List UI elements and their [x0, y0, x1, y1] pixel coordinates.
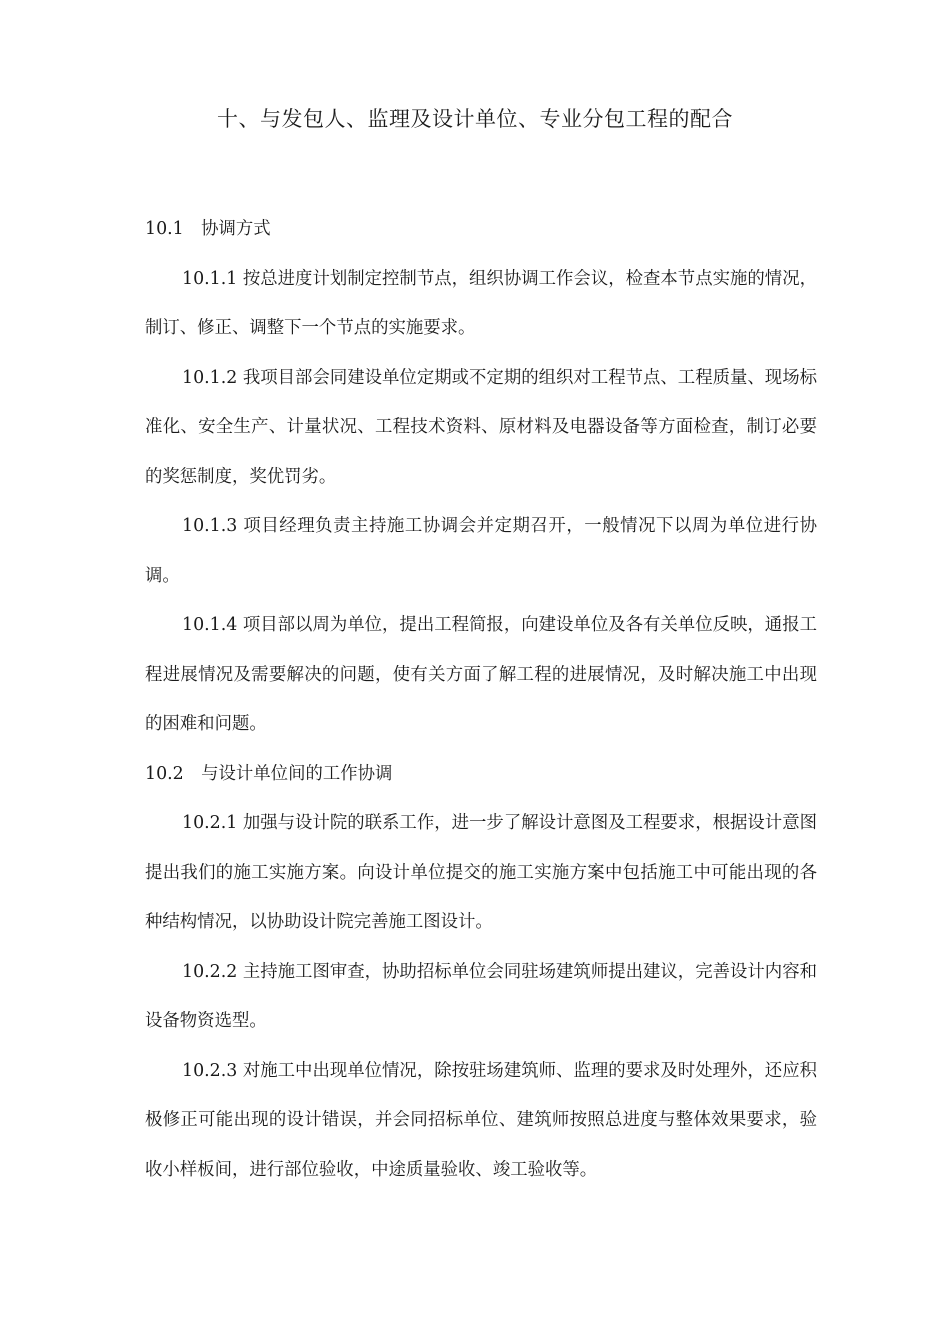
section-heading: 10.2 与设计单位间的工作协调 — [145, 763, 393, 784]
paragraph: 10.1.4 项目部以周为单位，提出工程简报，向建设单位及各有关单位反映，通报工程进展情况及需要解决的问题，使有关方面了解工程的进展情况，及时解决施工中出现的困难和问题。 — [145, 615, 817, 734]
paragraph: 10.1.1 按总进度计划制定控制节点，组织协调工作会议，检查本节点实施的情况，制订、修正、调整下一个节点的实施要求。 — [145, 268, 817, 338]
paragraph: 10.2.3 对施工中出现单位情况，除按驻场建筑师、监理的要求及时处理外，还应积极修正可能出现的设计错误，并会同招标单位、建筑师按照总进度与整体效果要求，验收小样板间，进行部位验收，中途质量验收、竣工验收等。 — [145, 1060, 817, 1180]
section-heading: 10.1 协调方式 — [145, 219, 271, 239]
paragraph: 10.1.2 我项目部会同建设单位定期或不定期的组织对工程节点、工程质量、现场标准化、安全生产、计量状况、工程技术资料、原材料及电器设备等方面检查，制订必要的奖惩制度，奖优罚劣。 — [145, 367, 817, 487]
paragraph: 10.1.3 项目经理负责主持施工协调会并定期召开，一般情况下以周为单位进行协调。 — [145, 516, 817, 586]
paragraph: 10.2.2 主持施工图审查，协助招标单位会同驻场建筑师提出建议，完善设计内容和设备物资选型。 — [145, 961, 817, 1031]
document-body — [145, 205, 817, 1195]
document-title: 十、与发包人、监理及设计单位、专业分包工程的配合 — [217, 107, 733, 131]
paragraph: 10.2.1 加强与设计院的联系工作，进一步了解设计意图及工程要求，根据设计意图提出我们的施工实施方案。向设计单位提交的施工实施方案中包括施工中可能出现的各种结构情况，以协助设计院完善施工图设计。 — [145, 813, 817, 932]
